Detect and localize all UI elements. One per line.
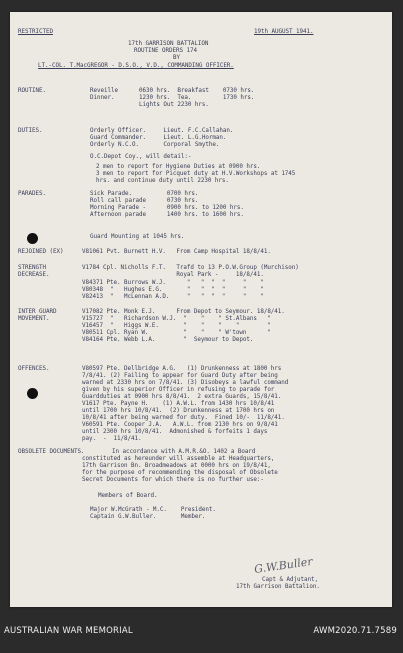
strength-label: DECREASE. [18, 272, 50, 278]
members-title: Members of Board. [98, 493, 158, 499]
offence-line: until 2300 hrs 10/8/41. Admonished & forfeits 1 days [82, 429, 268, 435]
movement-row: V17082 Pte. Monk E.J. From Depot to Seymour. 18/8/41. [82, 309, 285, 315]
duties-label: DUTIES. [18, 128, 43, 134]
offence-line: 7/8/41. (2) Failing to appear for Guard Duty after being [82, 373, 278, 379]
duties-row: Orderly Officer. Lieut. F.C.Callahan. [90, 128, 234, 134]
offence-line: pay. - 11/8/41. [82, 436, 142, 442]
obsolete-line: 17th Garrison Bn. Broadmeadows at 0000 hrs on 19/8/41, [82, 463, 271, 469]
header-line1: 17th GARRISON BATTALION [128, 41, 209, 47]
strength-row: V1784 Cpl. Nicholls F.T. Trafd to 13 P.O.W.Group (Murchison) [82, 265, 299, 271]
rejoined-label: REJOINED (EX) [18, 249, 67, 255]
movement-row: V84164 Pte. Webb L.A. " Seymour to Depot. [82, 337, 254, 343]
duties-row: Guard Commander. Lieut. L.G.Horman. [90, 135, 227, 141]
strength-row: V80348 " Hughes E.G. " " " " " " [82, 287, 264, 293]
signature-unit: 17th Garrison Battalion. [236, 584, 320, 590]
obsolete-line: Secret Documents for which there is no further use:- [82, 477, 264, 483]
offence-line: 10/8/41 after being warned for duty. Fined 10/- 11/8/41. [82, 415, 285, 421]
parades-row: Sick Parade. 0700 hrs. [90, 191, 199, 197]
offence-line: V80597 Pte. Dellbridge A.G. (1) Drunkenness at 1800 hrs [82, 366, 282, 372]
movement-label: MOVEMENT. [18, 316, 50, 322]
header-line2: ROUTINE ORDERS 174 [134, 48, 197, 54]
punch-hole [27, 233, 38, 244]
duties-row: Orderly N.C.O. Corporal Smythe. [90, 142, 220, 148]
offence-line: given by his superior Officer in refusing to parade for [82, 387, 275, 393]
member-line: Major W.McGrath - M.C. President. [90, 507, 216, 513]
signature-scrawl: G.W.Buller [253, 554, 314, 577]
parades-row: Morning Parade - 0900 hrs. to 1200 hrs. [90, 205, 244, 211]
duties-depot: O.C.Depot Coy., will detail:- [90, 154, 192, 160]
document-page [10, 12, 392, 607]
routine-row: Reveille 0630 hrs. Breakfast 0730 hrs. [90, 88, 255, 94]
obsolete-line: In accordance with A.M.R.&O. 1402 a Board [112, 449, 256, 455]
archive-footer [0, 610, 403, 653]
strength-label: STRENGTH [18, 265, 46, 271]
movement-label: INTER GUARD [18, 309, 57, 315]
parades-row: Afternoon parade 1400 hrs. to 1600 hrs. [90, 212, 244, 218]
header-line4: LT.-COL. T.MacGREGOR - D.S.O., V.D., COMMANDING OFFICER. [38, 63, 234, 69]
duties-detail: hrs. and continue duty until 2230 hrs. [96, 178, 229, 184]
strength-row: V84371 Pte. Burrows W.J. " " " " " " [82, 280, 264, 286]
offence-line: warned at 2330 hrs on 7/8/41. (3) Disobeys a lawful command [82, 380, 289, 386]
obsolete-line: for the purpose of recommending the disposal of Obsolete [82, 470, 278, 476]
header-line3: BY [173, 55, 180, 61]
guard-mounting: Guard Mounting at 1045 hrs. [90, 234, 185, 240]
offence-line: until 1700 hrs 10/8/41. (2) Drunkenness at 1700 hrs on [82, 408, 275, 414]
header-date: 19th AUGUST 1941. [254, 29, 314, 35]
signature-title: Capt & Adjutant, [262, 577, 318, 583]
strength-row: Royal Park - 18/8/41. [82, 272, 264, 278]
movement-row: V16457 " Higgs W.E. " " " " " [82, 323, 271, 329]
obsolete-line: constituted as hereunder will assemble at Headquarters, [82, 456, 275, 462]
footer-institution: AUSTRALIAN WAR MEMORIAL [4, 626, 133, 636]
duties-detail: 2 men to report for Hygiene Duties at 0900 hrs. [96, 164, 261, 170]
routine-row: Lights Out 2230 hrs. [90, 102, 209, 108]
movement-row: V15727 " Richardson W.J. " " " St.Albans " [82, 316, 271, 322]
parades-row: Roll call parade 0730 hrs. [90, 198, 199, 204]
member-line: Captain G.W.Buller. Member. [90, 514, 206, 520]
obsolete-label: OBSOLETE DOCUMENTS. [18, 449, 85, 455]
offences-label: OFFENCES. [18, 366, 50, 372]
offence-line: V1617 Pte. Payne H. (1) A.W.L. from 1430 hrs 10/8/41 [82, 401, 275, 407]
footer-accession-number: AWM2020.71.7589 [313, 626, 397, 636]
header-ref: RESTRICTED [18, 29, 53, 35]
offence-line: V60591 Pte. Cooper J.A. A.W.L. from 2130 hrs on 9/8/41 [82, 422, 278, 428]
offence-line: Guardduties at 0900 hrs 8/8/41. 2 extra Guards, 15/8/41. [82, 394, 282, 400]
parades-label: PARADES. [18, 191, 46, 197]
duties-detail: 3 men to report for Picquet duty at H.V.Workshops at 1745 [96, 171, 296, 177]
routine-label: ROUTINE. [18, 88, 46, 94]
punch-hole [27, 388, 38, 399]
rejoined-row: V81061 Pvt. Burnett H.V. From Camp Hospital 18/8/41. [82, 249, 271, 255]
routine-row: Dinner. 1230 hrs. Tea. 1730 hrs. [90, 95, 255, 101]
strength-row: V82413 " McLennan A.D. " " " " " " [82, 294, 264, 300]
movement-row: V80511 Cpl. Ryan W. " " " W'town " [82, 330, 271, 336]
